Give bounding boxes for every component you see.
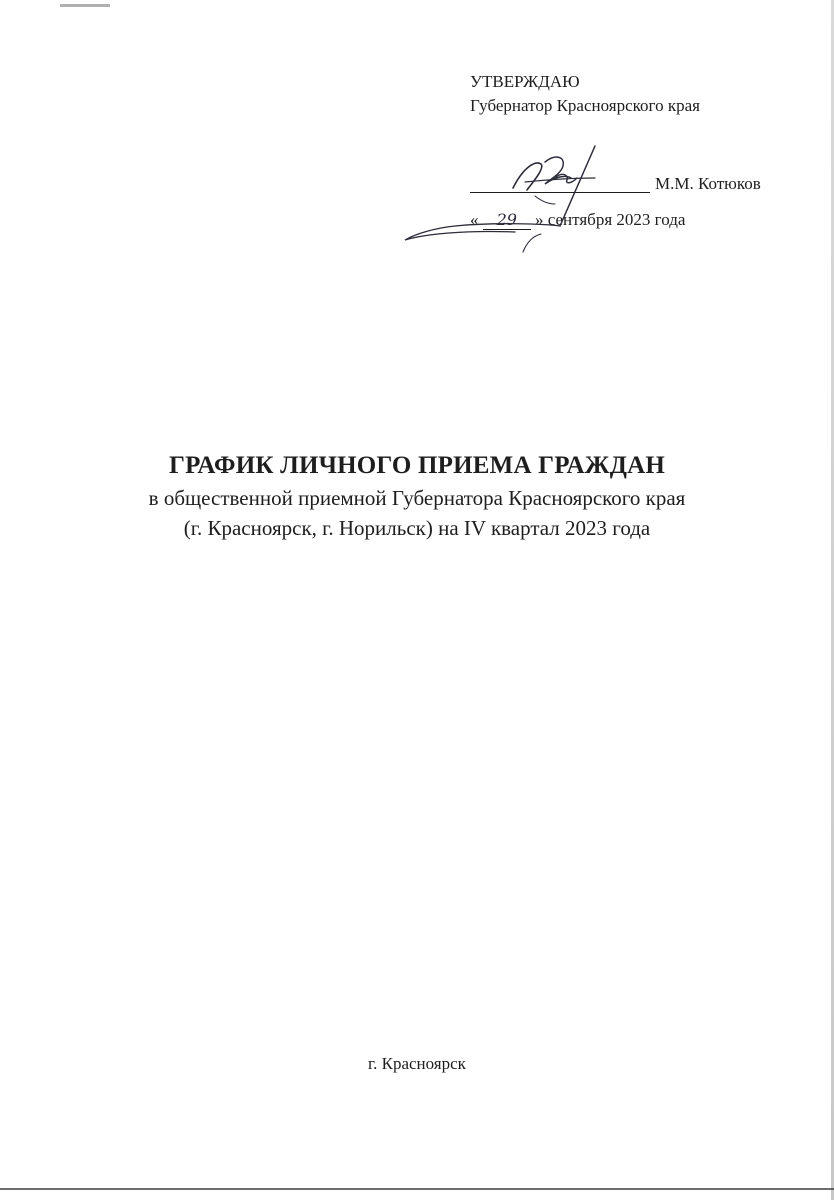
title-subtitle-line-2: (г. Красноярск, г. Норильск) на IV квартал 2023 года [183,516,651,540]
scan-artifact-top [60,4,110,7]
approval-label: УТВЕРЖДАЮ [470,72,580,91]
title-main: ГРАФИК ЛИЧНОГО ПРИЕМА ГРАЖДАН [168,452,666,479]
date-month-year: » сентября 2023 года [535,210,686,229]
signatory-name: М.М. Котюков [655,174,761,193]
approval-position: Губернатор Красноярского края [470,96,700,115]
scan-artifact-bottom [0,1188,834,1190]
document-title [60,449,774,543]
approval-block [470,70,810,118]
date-day: 29 [483,211,531,230]
date-open-quote: « [470,210,479,229]
handwritten-signature [395,138,625,258]
footer-city: г. Красноярск [368,1054,466,1073]
title-subtitle-line-1: в общественной приемной Губернатора Красноярского края [148,486,686,510]
